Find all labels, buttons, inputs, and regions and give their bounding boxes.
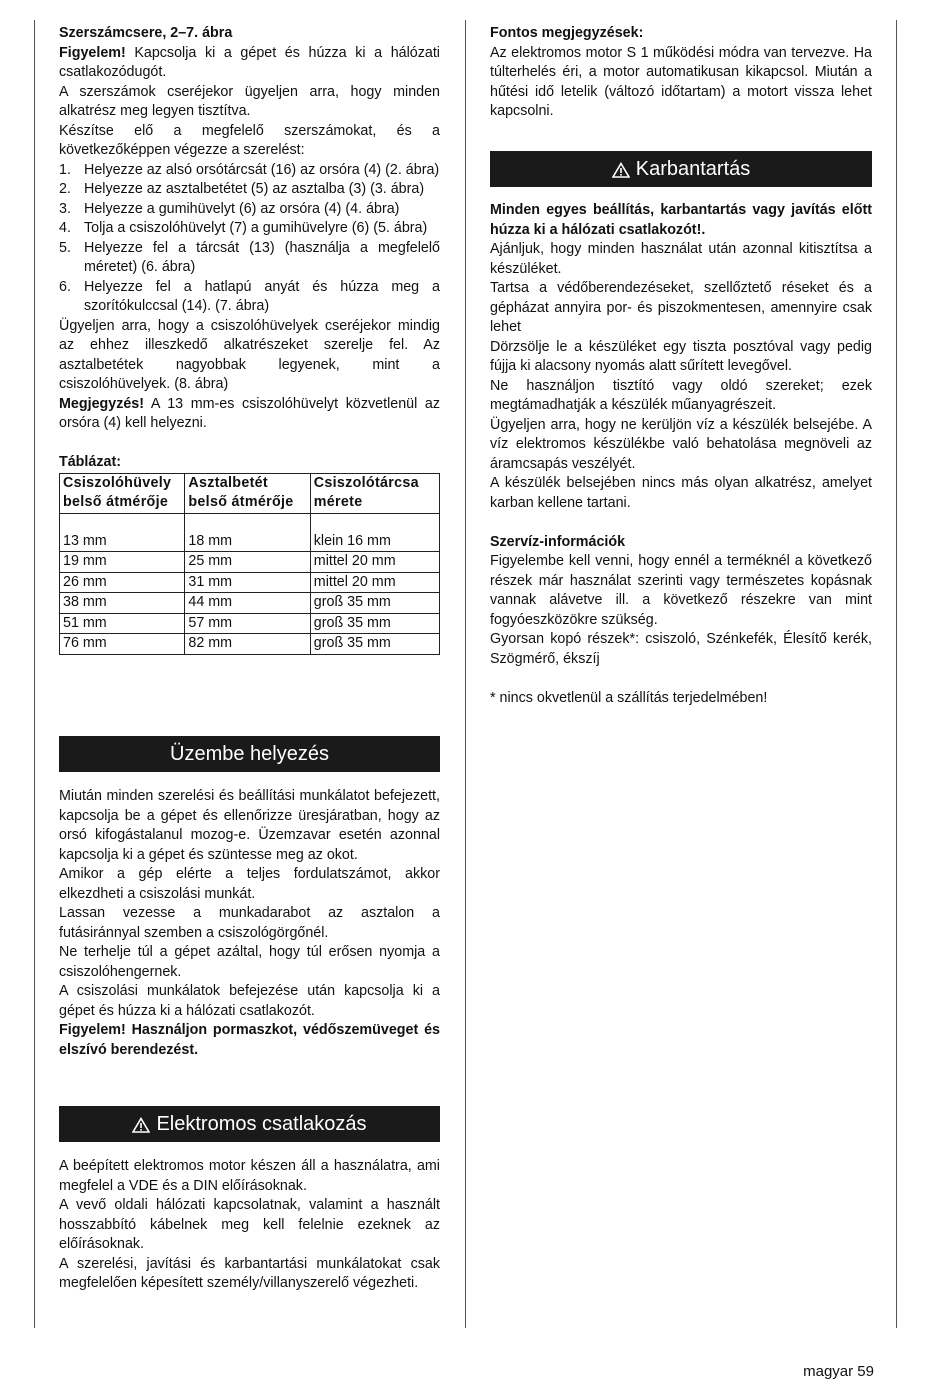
step-number: 5. bbox=[59, 239, 71, 256]
heading-tool-change: Szerszámcsere, 2–7. ábra bbox=[59, 25, 233, 41]
footnote: * nincs okvetlenül a szállítás terjedelmében! bbox=[490, 689, 768, 706]
paragraph: A szerelési, javítási és karbantartási munkálatokat csak megfelelően képesített személy/villanyszerelő végezheti. bbox=[59, 1255, 440, 1291]
left-column bbox=[59, 24, 440, 655]
table-row bbox=[60, 593, 440, 614]
table-header-row bbox=[60, 473, 440, 513]
column-divider-rule bbox=[465, 20, 466, 1328]
step-text: Helyezze az asztalbetétet (5) az asztalba (3) (3. ábra) bbox=[84, 181, 425, 197]
paragraph: A szerszámok cseréjekor ügyeljen arra, hogy minden alkatrész meg legyen tisztítva. bbox=[59, 83, 440, 119]
size-table bbox=[59, 473, 440, 655]
step-number: 4. bbox=[59, 220, 71, 236]
paragraph: Ne terhelje túl a gépet azáltal, hogy túl erősen nyomja a csiszolóhengernek. bbox=[59, 944, 440, 980]
table-cell: klein 16 mm bbox=[310, 513, 439, 552]
warning-triangle-icon bbox=[612, 162, 630, 178]
paragraph: A csiszolási munkálatok befejezése után kapcsolja ki a gépet és húzza ki a hálózati csatlakozót. bbox=[59, 983, 440, 1019]
warning-triangle-icon bbox=[132, 1117, 150, 1133]
step-text: Helyezze a gumihüvelyt (6) az orsóra (4) (4. ábra) bbox=[84, 200, 400, 217]
paragraph: Amikor a gép elérte a teljes fordulatszámot, akkor elkezdheti a csiszolási munkát. bbox=[59, 866, 440, 902]
paragraph: Az elektromos motor S 1 működési módra van tervezve. Ha túlterhelés éri, a motor automatikusan kikapcsol. Miután a hűtési idő letelik (változó időtartam) a motort vissza lehet kapcsolni. bbox=[490, 44, 872, 119]
warning-paragraph bbox=[59, 44, 440, 83]
list-item bbox=[59, 180, 440, 200]
section-startup bbox=[59, 736, 440, 772]
table-cell: 82 mm bbox=[185, 634, 310, 655]
startup-body bbox=[59, 787, 440, 1060]
list-item bbox=[59, 219, 440, 239]
table-cell: groß 35 mm bbox=[310, 613, 439, 634]
note-paragraph bbox=[59, 395, 440, 434]
right-column bbox=[490, 24, 872, 122]
safety-warning: Figyelem! Használjon pormaszkot, védőszemüveget és elszívó berendezést. bbox=[59, 1022, 440, 1058]
page-number: magyar 59 bbox=[803, 1363, 874, 1380]
table-title: Táblázat: bbox=[59, 454, 121, 470]
paragraph: Ügyeljen arra, hogy a csiszolóhüvelyek cseréjekor mindig az ehhez illeszkedő alkatrészeket szerelje fel. Az asztalbetétek nagyobbak legyenek, mint a csiszolóhüvelyek. (8. ábra) bbox=[59, 317, 440, 392]
paragraph: A beépített elektromos motor készen áll a használatra, ami megfelel a VDE és a DIN előírásoknak. bbox=[59, 1158, 440, 1194]
paragraph: Ne használjon tisztító vagy oldó szereket; ezek megtámadhatják a készülék műanyagrészeit. bbox=[490, 377, 872, 413]
step-text: Helyezze fel a hatlapú anyát és húzza meg a szorítókulccsal (14). (7. ábra) bbox=[84, 278, 440, 314]
paragraph: A vevő oldali hálózati kapcsolatnak, valamint a használt hosszabbító kábelnek meg kell felelnie ezeknek az előírásoknak. bbox=[59, 1197, 440, 1252]
table-header: Asztalbetét belső átmérője bbox=[185, 473, 310, 513]
notes-title: Fontos megjegyzések: bbox=[490, 25, 644, 41]
paragraph: Figyelembe kell venni, hogy ennél a terméknél a következő részek már használat szerinti vagy természetes kopásnak vannak alávetve ill. a következő részekre van mint fogyóeszközökre szükség. bbox=[490, 553, 872, 628]
step-number: 3. bbox=[59, 200, 71, 217]
paragraph: Ajánljuk, hogy minden használat után azonnal kitisztítsa a készüléket. bbox=[490, 241, 872, 277]
table-cell: 19 mm bbox=[60, 552, 185, 573]
table-cell: 31 mm bbox=[185, 572, 310, 593]
paragraph: Gyorsan kopó részek*: csiszoló, Szénkefék, Élesítő kerék, Szögmérő, ékszíj bbox=[490, 631, 872, 667]
paragraph: Készítse elő a megfelelő szerszámokat, és a következőképpen végezze a szerelést: bbox=[59, 122, 440, 158]
section-title-electrical-bar bbox=[59, 1106, 440, 1142]
step-number: 2. bbox=[59, 181, 71, 197]
list-item bbox=[59, 239, 440, 278]
paragraph: Ügyeljen arra, hogy ne kerüljön víz a készülék belsejébe. A víz elektromos készülékbe való behatolása megnöveli az áramcsapás veszélyét. bbox=[490, 416, 872, 472]
paragraph: Lassan vezesse a munkadarabot az asztalon a futásiránnyal szemben a csiszológörgőnél. bbox=[59, 905, 440, 941]
left-margin-rule bbox=[34, 20, 35, 1328]
table-row bbox=[60, 634, 440, 655]
table-cell: mittel 20 mm bbox=[310, 552, 439, 573]
maintenance-warning: Minden egyes beállítás, karbantartás vagy javítás előtt húzza ki a hálózati csatlakozót!. bbox=[490, 202, 872, 238]
warning-label: Figyelem! bbox=[59, 44, 126, 61]
table-row bbox=[60, 613, 440, 634]
table-cell: 51 mm bbox=[60, 613, 185, 634]
step-text: Helyezze az alsó orsótárcsát (16) az orsóra (4) (2. ábra) bbox=[84, 161, 440, 178]
section-title-maintenance: Karbantartás bbox=[635, 158, 751, 180]
step-number: 1. bbox=[59, 161, 71, 178]
table-cell: 25 mm bbox=[185, 552, 310, 573]
table-cell: 13 mm bbox=[60, 513, 185, 552]
maintenance-body bbox=[490, 201, 872, 708]
table-cell: 44 mm bbox=[185, 593, 310, 614]
paragraph: Miután minden szerelési és beállítási munkálatot befejezett, kapcsolja be a gépet és ellenőrizze üresjáratban, hogy az orsó kifogástalanul mozog-e. Üzemzavar esetén azonnal kapcsolja ki a gépet és szüntesse meg az okot. bbox=[59, 788, 440, 863]
service-title: Szervíz-információk bbox=[490, 533, 626, 550]
section-maintenance bbox=[490, 151, 872, 187]
note-text: A 13 mm-es csiszolóhüvelyt közvetlenül az orsóra (4) kell helyezni. bbox=[59, 395, 440, 431]
paragraph: Tartsa a védőberendezéseket, szellőztető réseket és a gépházat annyira por- és piszokmentesen, amennyire csak lehet bbox=[490, 280, 872, 335]
section-title-startup: Üzembe helyezés bbox=[59, 736, 440, 772]
table-cell: groß 35 mm bbox=[310, 593, 439, 614]
section-electrical bbox=[59, 1106, 440, 1142]
list-item bbox=[59, 200, 440, 220]
warning-text: Kapcsolja ki a gépet és húzza ki a hálózati csatlakozódugót. bbox=[59, 44, 440, 80]
section-title-maintenance-bar bbox=[490, 151, 872, 187]
table-row bbox=[60, 572, 440, 593]
list-item bbox=[59, 161, 440, 181]
electrical-body bbox=[59, 1157, 440, 1294]
step-text: Tolja a csiszolóhüvelyt (7) a gumihüvelyre (6) (5. ábra) bbox=[84, 220, 428, 236]
table-cell: 18 mm bbox=[185, 513, 310, 552]
table-header: Csiszolóhüvely belső átmérője bbox=[60, 473, 185, 513]
table-cell: groß 35 mm bbox=[310, 634, 439, 655]
table-header: Csiszolótárcsa mérete bbox=[310, 473, 439, 513]
right-margin-rule bbox=[896, 20, 897, 1328]
list-item bbox=[59, 278, 440, 317]
steps-list bbox=[59, 161, 440, 317]
table-row bbox=[60, 552, 440, 573]
section-title-electrical: Elektromos csatlakozás bbox=[156, 1113, 367, 1135]
table-row bbox=[60, 513, 440, 552]
table-cell: 38 mm bbox=[60, 593, 185, 614]
table-cell: 26 mm bbox=[60, 572, 185, 593]
table-cell: mittel 20 mm bbox=[310, 572, 439, 593]
note-label: Megjegyzés! bbox=[59, 395, 145, 412]
table-cell: 57 mm bbox=[185, 613, 310, 634]
step-number: 6. bbox=[59, 278, 71, 295]
step-text: Helyezze fel a tárcsát (13) (használja a megfelelő méretet) (6. ábra) bbox=[84, 239, 440, 275]
paragraph: A készülék belsejében nincs más olyan alkatrész, amelyet karban kellene tartani. bbox=[490, 475, 872, 511]
paragraph: Dörzsölje le a készüléket egy tiszta posztóval vagy pedig fújja ki alacsony nyomás alatt sűrített levegővel. bbox=[490, 338, 872, 374]
table-cell: 76 mm bbox=[60, 634, 185, 655]
